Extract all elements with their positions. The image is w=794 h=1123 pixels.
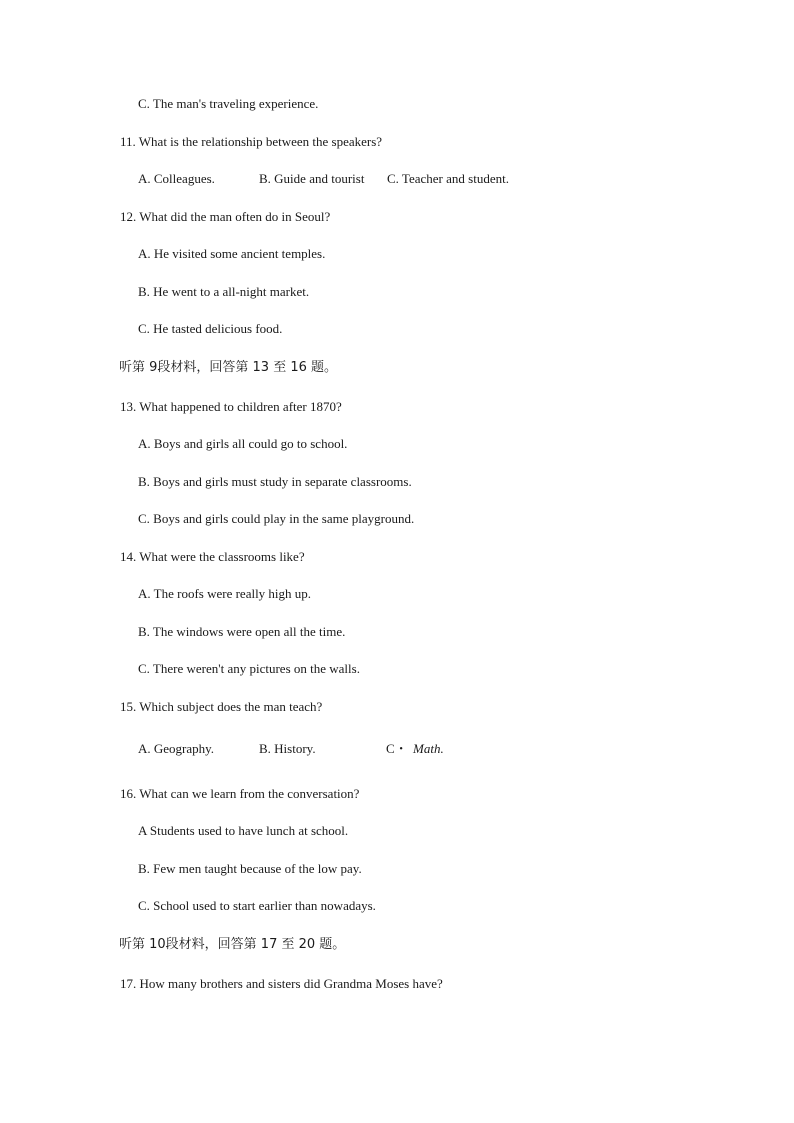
option-15c: Math. xyxy=(413,741,444,756)
option-11b: B. Guide and tourist xyxy=(259,171,365,186)
option-11a: A. Colleagues. xyxy=(138,171,215,186)
question-14: 14. What were the classrooms like? xyxy=(120,549,305,564)
option-16a: A Students used to have lunch at school. xyxy=(138,823,349,838)
option-13a: A. Boys and girls all could go to school. xyxy=(138,436,348,451)
option-13c: C. Boys and girls could play in the same playground. xyxy=(138,511,415,526)
option-13b: B. Boys and girls must study in separate classrooms. xyxy=(138,474,412,489)
question-17: 17. How many brothers and sisters did Grandma Moses have? xyxy=(120,976,443,991)
option-15c-prefix: C・ xyxy=(386,741,408,756)
option-15a: A. Geography. xyxy=(138,741,215,756)
question-15-options xyxy=(138,741,538,757)
option-16b: B. Few men taught because of the low pay. xyxy=(138,861,362,876)
option-12b: B. He went to a all-night market. xyxy=(138,284,310,299)
question-13: 13. What happened to children after 1870? xyxy=(120,399,342,414)
option-16c: C. School used to start earlier than nowadays. xyxy=(138,898,376,913)
question-11: 11. What is the relationship between the speakers? xyxy=(120,134,383,149)
option-14c: C. There weren't any pictures on the walls. xyxy=(138,661,360,676)
option-14b: B. The windows were open all the time. xyxy=(138,624,346,639)
option-15b: B. History. xyxy=(259,741,316,756)
section-instruction-10: 听第 10段材料，回答第 17 至 20 题。 xyxy=(119,937,346,952)
question-11-options xyxy=(138,171,638,187)
option-14a: A. The roofs were really high up. xyxy=(138,586,312,601)
question-15: 15. Which subject does the man teach? xyxy=(120,699,323,714)
option-10c: C. The man's traveling experience. xyxy=(138,96,319,111)
option-12a: A. He visited some ancient temples. xyxy=(138,246,326,261)
option-12c: C. He tasted delicious food. xyxy=(138,321,283,336)
question-16: 16. What can we learn from the conversation? xyxy=(120,786,360,801)
section-instruction-9: 听第 9段材料，回答第 13 至 16 题。 xyxy=(119,360,338,375)
question-12: 12. What did the man often do in Seoul? xyxy=(120,209,331,224)
option-11c: C. Teacher and student. xyxy=(387,171,509,186)
